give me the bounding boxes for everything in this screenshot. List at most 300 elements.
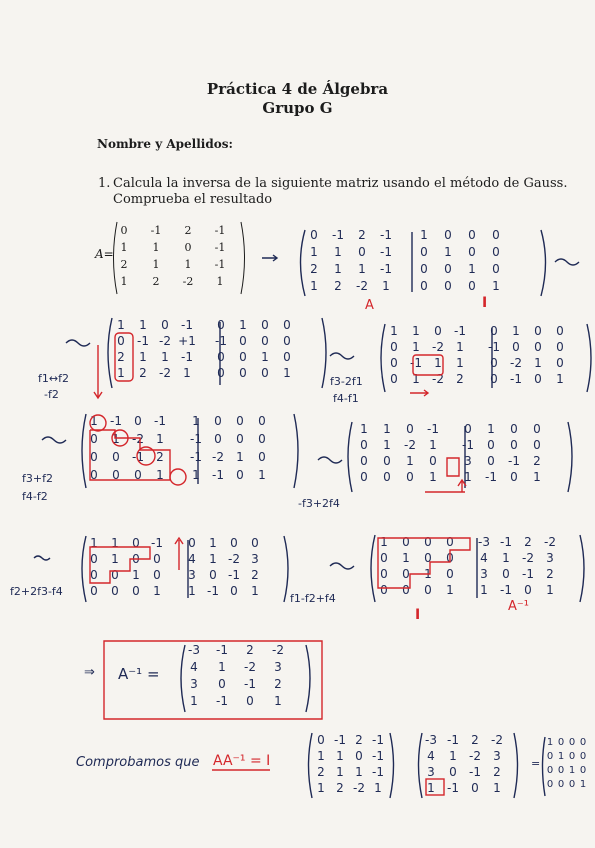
matrix-cell: -1 [214,241,226,254]
matrix-cell: 0 [230,536,238,550]
matrix-cell: 0 [217,318,225,332]
matrix-cell: 1 [493,781,501,795]
matrix-cell: 0 [533,422,541,436]
matrix-cell: -1 [372,765,384,779]
matrix-cell: -1 [216,694,228,708]
matrix-cell: 1 [492,279,500,293]
matrix-cell: 0 [444,279,452,293]
matrix-cell: 1 [310,279,318,293]
matrix-cell: 1 [239,318,247,332]
matrix-cell: -2 [469,749,481,763]
matrix-cell: 2 [358,228,366,242]
matrix-cell: 0 [239,366,247,380]
matrix-cell: 0 [546,751,554,762]
matrix-cell: 0 [132,552,140,566]
matrix-cell: 4 [188,552,196,566]
matrix-cell: 0 [579,765,587,776]
matrix-cell: 2 [533,454,541,468]
matrix-cell: 0 [161,318,169,332]
matrix-cell: 0 [424,535,432,549]
matrix-cell: 1 [355,765,363,779]
op-neg: -f2 [44,388,59,401]
exercise-number: 1. [98,176,111,191]
matrix-cell: 0 [510,470,518,484]
exercise-text-line2: Comprueba el resultado [113,192,273,207]
matrix-cell: 0 [402,567,410,581]
matrix-cell: 1 [183,366,191,380]
implies-arrow: ⇒ [84,665,95,680]
matrix-cell: -2 [272,643,284,657]
matrix-cell: 0 [214,432,222,446]
matrix-cell: -2 [132,432,144,446]
matrix-cell: 0 [534,340,542,354]
matrix-cell: 1 [512,324,520,338]
matrix-cell: 1 [317,781,325,795]
matrix-cell: -1 [447,781,459,795]
matrix-cell: 0 [218,677,226,691]
check-equals: = [531,757,541,770]
matrix-cell: -1 [500,535,512,549]
matrix-cell: -3 [425,733,437,747]
matrix-cell: -2 [522,551,534,565]
matrix-cell: 1 [534,356,542,370]
matrix-cell: 4 [427,749,435,763]
matrix-cell: -2 [544,535,556,549]
label-identity: I [482,295,488,311]
matrix-cell: 0 [236,432,244,446]
matrix-cell: -2 [228,552,240,566]
matrix-cell: 0 [434,324,442,338]
matrix-cell: 0 [557,737,565,748]
matrix-cell: 1 [374,781,382,795]
matrix-cell: 0 [184,241,192,254]
matrix-cell: 0 [188,536,196,550]
matrix-cell: 1 [90,536,98,550]
matrix-cell: -2 [404,438,416,452]
matrix-cell: 1 [112,432,120,446]
matrix-cell: 0 [214,414,222,428]
matrix-cell: 1 [444,245,452,259]
matrix-cell: 1 [132,568,140,582]
op-step3-b: f4-f1 [333,392,359,405]
matrix-cell: -1 [380,262,392,276]
matrix-cell: 3 [480,567,488,581]
result-lhs: A⁻¹ = [118,665,160,683]
op-swap: f1↔f2 [38,372,69,385]
matrix-cell: 0 [90,468,98,482]
matrix-cell: 2 [156,450,164,464]
matrix-cell: 0 [283,318,291,332]
matrix-cell: 2 [334,279,342,293]
matrix-cell: 1 [251,584,259,598]
matrix-cell: 0 [420,262,428,276]
matrix-cell: 1 [546,737,554,748]
matrix-cell: 0 [464,422,472,436]
matrix-cell: 1 [383,438,391,452]
matrix-cell: 2 [152,275,160,288]
matrix-cell: 2 [456,372,464,386]
matrix-cell: 3 [546,551,554,565]
matrix-cell: 0 [402,583,410,597]
matrix-cell: 2 [274,677,282,691]
page-title: Práctica 4 de Álgebra [206,80,389,98]
matrix-cell: 1 [402,551,410,565]
matrix-cell: -2 [159,366,171,380]
matrix-cell: -1 [334,733,346,747]
matrix-cell: -1 [212,468,224,482]
matrix-cell: 1 [184,258,192,271]
matrix-cell: 4 [190,660,198,674]
matrix-cell: 0 [217,366,225,380]
matrix-cell: 0 [557,765,565,776]
matrix-cell: 1 [568,765,576,776]
matrix-cell: 0 [487,454,495,468]
matrix-cell: 0 [383,470,391,484]
matrix-cell: -2 [212,450,224,464]
matrix-cell: 1 [427,781,435,795]
matrix-cell: -1 [244,677,256,691]
matrix-cell: 1 [449,749,457,763]
matrix-cell: 1 [192,468,200,482]
matrix-cell: 3 [274,660,282,674]
matrix-cell: 0 [90,584,98,598]
matrix-cell: 0 [424,583,432,597]
op-step4-b: f4-f2 [22,490,48,503]
matrix-cell: 0 [360,454,368,468]
matrix-cell: 3 [493,749,501,763]
matrix-cell: 4 [480,551,488,565]
matrix-cell: 1 [161,350,169,364]
matrix-cell: 0 [568,779,576,790]
matrix-cell: 0 [424,551,432,565]
matrix-cell: 1 [156,432,164,446]
matrix-name: A= [95,247,114,261]
matrix-cell: 0 [492,228,500,242]
matrix-cell: 0 [112,450,120,464]
matrix-cell: +1 [178,334,196,348]
matrix-cell: 0 [90,568,98,582]
matrix-cell: 1 [412,324,420,338]
matrix-cell: -1 [410,356,422,370]
label-a: A [365,298,374,313]
matrix-cell: 1 [412,372,420,386]
matrix-cell: 1 [406,454,414,468]
matrix-cell: 0 [556,340,564,354]
matrix-cell: 0 [236,468,244,482]
matrix-cell: -1 [454,324,466,338]
matrix-cell: 1 [390,324,398,338]
matrix-cell: -1 [214,258,226,271]
matrix-cell: 0 [390,356,398,370]
matrix-cell: 0 [283,350,291,364]
op-step3-a: f3-2f1 [330,375,363,388]
matrix-cell: 1 [192,414,200,428]
matrix-cell: 0 [490,356,498,370]
matrix-cell: 0 [132,584,140,598]
matrix-cell: 1 [188,584,196,598]
matrix-cell: 0 [534,324,542,338]
matrix-cell: 0 [502,567,510,581]
matrix-cell: 0 [383,454,391,468]
matrix-cell: 0 [568,737,576,748]
matrix-cell: 0 [90,450,98,464]
matrix-cell: -1 [462,438,474,452]
matrix-cell: 0 [579,751,587,762]
matrix-cell: 1 [209,536,217,550]
matrix-cell: 0 [524,583,532,597]
matrix-cell: 0 [261,366,269,380]
matrix-cell: 1 [190,694,198,708]
matrix-cell: -1 [427,422,439,436]
matrix-cell: 1 [139,318,147,332]
matrix-cell: -1 [181,318,193,332]
matrix-cell: -2 [510,356,522,370]
matrix-cell: 0 [360,470,368,484]
matrix-cell: -3 [188,643,200,657]
matrix-cell: 0 [557,779,565,790]
matrix-cell: 1 [420,228,428,242]
matrix-cell: 0 [444,228,452,242]
matrix-cell: 0 [406,422,414,436]
matrix-cell: -2 [491,733,503,747]
matrix-cell: 0 [429,454,437,468]
matrix-cell: 2 [317,765,325,779]
matrix-cell: -1 [485,470,497,484]
matrix-cell: 0 [258,450,266,464]
matrix-cell: 0 [358,245,366,259]
matrix-cell: 0 [533,438,541,452]
matrix-cell: 0 [258,432,266,446]
matrix-cell: 1 [468,262,476,276]
matrix-cell: -3 [478,535,490,549]
matrix-cell: 1 [274,694,282,708]
matrix-cell: 1 [502,551,510,565]
matrix-cell: 3 [188,568,196,582]
matrix-cell: 1 [358,262,366,276]
matrix-cell: 0 [579,737,587,748]
matrix-cell: 1 [216,275,224,288]
check-equation: AA⁻¹ = I [213,753,271,769]
matrix-cell: 2 [117,350,125,364]
matrix-cell: 0 [90,432,98,446]
matrix-cell: 1 [380,535,388,549]
matrix-cell: 0 [390,372,398,386]
matrix-cell: 0 [230,584,238,598]
op-step5: -f3+2f4 [298,497,340,510]
matrix-cell: 0 [261,334,269,348]
matrix-cell: 0 [246,694,254,708]
matrix-cell: 0 [283,334,291,348]
matrix-cell: 0 [510,422,518,436]
matrix-cell: 1 [424,567,432,581]
matrix-cell: -1 [447,733,459,747]
page-subtitle: Grupo G [262,99,333,117]
matrix-cell: 0 [546,765,554,776]
matrix-cell: 0 [492,262,500,276]
matrix-cell: 1 [464,470,472,484]
matrix-cell: 0 [556,356,564,370]
matrix-cell: 1 [117,366,125,380]
matrix-cell: 0 [490,324,498,338]
matrix-cell: 2 [493,765,501,779]
matrix-cell: 1 [310,245,318,259]
matrix-cell: 0 [134,414,142,428]
matrix-cell: 1 [360,422,368,436]
matrix-cell: 2 [139,366,147,380]
matrix-cell: 1 [156,468,164,482]
matrix-cell: 3 [464,454,472,468]
op-step4-a: f3+f2 [22,472,53,485]
matrix-cell: 2 [524,535,532,549]
matrix-cell: 3 [190,677,198,691]
matrix-cell: 2 [546,567,554,581]
matrix-cell: 0 [468,228,476,242]
matrix-cell: -1 [150,224,162,237]
matrix-cell: 1 [152,258,160,271]
matrix-cell: 2 [246,643,254,657]
matrix-cell: -1 [110,414,122,428]
matrix-cell: 0 [360,438,368,452]
matrix-cell: 0 [534,372,542,386]
check-label: Comprobamos que [76,755,200,770]
matrix-cell: 0 [117,334,125,348]
matrix-cell: 1 [480,583,488,597]
matrix-cell: 0 [380,583,388,597]
matrix-cell: 0 [134,468,142,482]
matrix-cell: 3 [251,552,259,566]
matrix-cell: 0 [449,765,457,779]
matrix-cell: 1 [120,275,128,288]
matrix-cell: 0 [112,468,120,482]
matrix-cell: 0 [132,536,140,550]
matrix-cell: 0 [390,340,398,354]
matrix-cell: 0 [239,334,247,348]
matrix-cell: -1 [215,334,227,348]
matrix-cell: 0 [402,535,410,549]
matrix-cell: 1 [456,356,464,370]
matrix-cell: 1 [90,414,98,428]
matrix-cell: 1 [533,470,541,484]
label-inverse: A⁻¹ [508,599,529,614]
matrix-cell: 2 [251,568,259,582]
matrix-cell: 0 [111,584,119,598]
matrix-cell: 1 [429,438,437,452]
matrix-cell: -1 [132,450,144,464]
matrix-cell: 1 [429,470,437,484]
matrix-cell: 0 [510,438,518,452]
matrix-cell: -1 [154,414,166,428]
matrix-cell: 0 [468,245,476,259]
matrix-cell: -2 [182,275,194,288]
matrix-cell: 1 [336,749,344,763]
matrix-cell: 0 [251,536,259,550]
matrix-cell: -1 [372,733,384,747]
matrix-cell: 0 [209,568,217,582]
matrix-cell: 1 [283,366,291,380]
matrix-cell: 0 [239,350,247,364]
matrix-cell: -1 [228,568,240,582]
matrix-cell: -2 [159,334,171,348]
matrix-cell: -1 [510,372,522,386]
matrix-cell: 1 [487,422,495,436]
matrix-cell: 0 [380,567,388,581]
matrix-cell: 0 [111,568,119,582]
matrix-cell: 1 [236,450,244,464]
matrix-cell: -2 [356,279,368,293]
matrix-cell: 1 [556,372,564,386]
matrix-cell: 0 [546,779,554,790]
matrix-cell: -1 [469,765,481,779]
matrix-cell: 1 [446,583,454,597]
matrix-cell: -1 [508,454,520,468]
matrix-cell: 2 [120,258,128,271]
matrix-cell: 1 [336,765,344,779]
matrix-cell: 1 [111,552,119,566]
matrix-cell: 0 [380,551,388,565]
matrix-cell: -1 [216,643,228,657]
matrix-cell: -1 [190,432,202,446]
matrix-cell: -1 [151,536,163,550]
matrix-cell: -1 [332,228,344,242]
matrix-cell: 2 [310,262,318,276]
matrix-cell: 0 [446,535,454,549]
matrix-cell: 1 [557,751,565,762]
matrix-cell: 2 [336,781,344,795]
matrix-cell: 0 [258,414,266,428]
matrix-cell: -1 [214,224,226,237]
matrix-cell: 1 [120,241,128,254]
label-identity-final: I [415,607,421,623]
matrix-cell: 0 [217,350,225,364]
matrix-cell: 1 [317,749,325,763]
matrix-cell: 1 [456,340,464,354]
matrix-cell: 1 [258,468,266,482]
matrix-cell: 0 [512,340,520,354]
matrix-cell: -1 [372,749,384,763]
op-step7: f1-f2+f4 [290,592,336,605]
matrix-cell: 1 [412,340,420,354]
matrix-cell: 1 [152,241,160,254]
matrix-cell: 0 [317,733,325,747]
matrix-cell: -1 [207,584,219,598]
matrix-cell: 0 [236,414,244,428]
matrix-cell: 2 [355,733,363,747]
matrix-cell: 0 [406,470,414,484]
matrix-cell: 0 [420,279,428,293]
matrix-cell: 1 [382,279,390,293]
matrix-cell: -1 [380,245,392,259]
matrix-cell: -1 [190,450,202,464]
matrix-cell: -2 [432,372,444,386]
matrix-cell: -1 [380,228,392,242]
matrix-cell: 0 [120,224,128,237]
matrix-cell: 0 [492,245,500,259]
matrix-cell: 1 [218,660,226,674]
matrix-cell: 0 [153,568,161,582]
matrix-cell: 0 [310,228,318,242]
matrix-cell: -2 [244,660,256,674]
matrix-cell: 1 [153,584,161,598]
matrix-cell: 0 [90,552,98,566]
matrix-cell: 0 [490,372,498,386]
matrix-cell: 1 [383,422,391,436]
matrix-cell: 0 [568,751,576,762]
matrix-cell: 0 [446,567,454,581]
matrix-cell: -2 [432,340,444,354]
matrix-cell: -1 [522,567,534,581]
matrix-cell: 0 [556,324,564,338]
matrix-cell: -1 [181,350,193,364]
